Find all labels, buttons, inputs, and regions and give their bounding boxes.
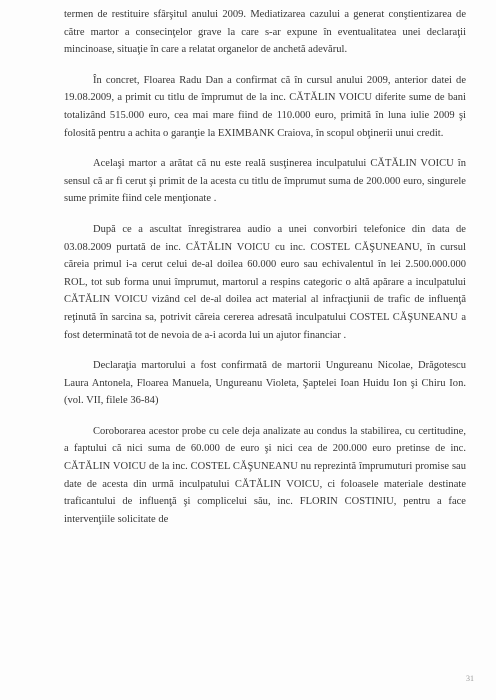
paragraph-floarea-confirmation: În concret, Floarea Radu Dan a confirmat că în cursul anului 2009, anterior datei de 19.08.2009, a primit cu titlu de împrumut de la inc. CĂTĂLIN VOICU diferite sume de bani totalizând 515.000 euro, cea mai mare fiind de 110.000 euro, primită în luna iulie 2009 şi folosită pentru a achita o garanţie la EXIMBANK Craiova, în scopul obţinerii unui credit. (64, 74, 466, 139)
document-body (64, 6, 466, 541)
paragraph-continuation: termen de restituire sfârşitul anului 2009. Mediatizarea cazului a generat conştientizarea de către martor a consecinţelor grave la care s-ar expune în eventualitatea unei declaraţii mincinoase, situaţie în care a relatat organelor de anchetă adevărul. (64, 9, 466, 56)
page-number: 31 (466, 674, 474, 683)
paragraph-corroboration: Coroborarea acestor probe cu cele deja analizate au condus la stabilirea, cu certitudine, a faptului că nici suma de 60.000 de euro şi nici cea de 200.000 euro pretinse de inc. CĂTĂLIN VOICU de la inc. COSTEL CĂŞUNEANU nu reprezintă împrumuturi promise sau date de acesta din urmă inculpatului CĂTĂLIN VOICU, ci foloasele materiale destinate traficantului de influenţă şi complicelui său, inc. FLORIN COSTINIU, pentru a face intervenţiile solicitate de (64, 425, 466, 525)
paragraph-witness-statement: Acelaşi martor a arătat că nu este reală susţinerea inculpatului CĂTĂLIN VOICU în sensul că ar fi cerut şi primit de la acesta cu titlu de împrumut suma de 200.000 euro, singurele sume primite fiind cele menţionate . (64, 158, 466, 205)
paragraph-witness-confirmations: Declaraţia martorului a fost confirmată de martorii Ungureanu Nicolae, Drăgotescu Laura Antonela, Floarea Manuela, Ungureanu Violeta, Şaptelei Ioan Huidu Ion şi Chiru Ion.(vol. VII, filele 36-84) (64, 360, 466, 407)
paragraph-audio-recording: După ce a ascultat înregistrarea audio a unei convorbiri telefonice din data de 03.08.2009 purtată de inc. CĂTĂLIN VOICU cu inc. COSTEL CĂŞUNEANU, în cursul căreia primul i-a cerut celui de-al doilea 60.000 euro sau echivalentul în lei 2.500.000.000 ROL, tot sub forma unui împrumut, martorul a respins categoric o altă apărare a inculpatului CĂTĂLIN VOICU vizând cel de-al doilea act material al infracţiunii de trafic de influenţă reţinută în sarcina sa, potrivit căreia cererea adresată inculpatului COSTEL CĂŞUNEANU a fost determinată tot de nevoia de a-i acorda lui un ajutor financiar . (64, 223, 466, 341)
